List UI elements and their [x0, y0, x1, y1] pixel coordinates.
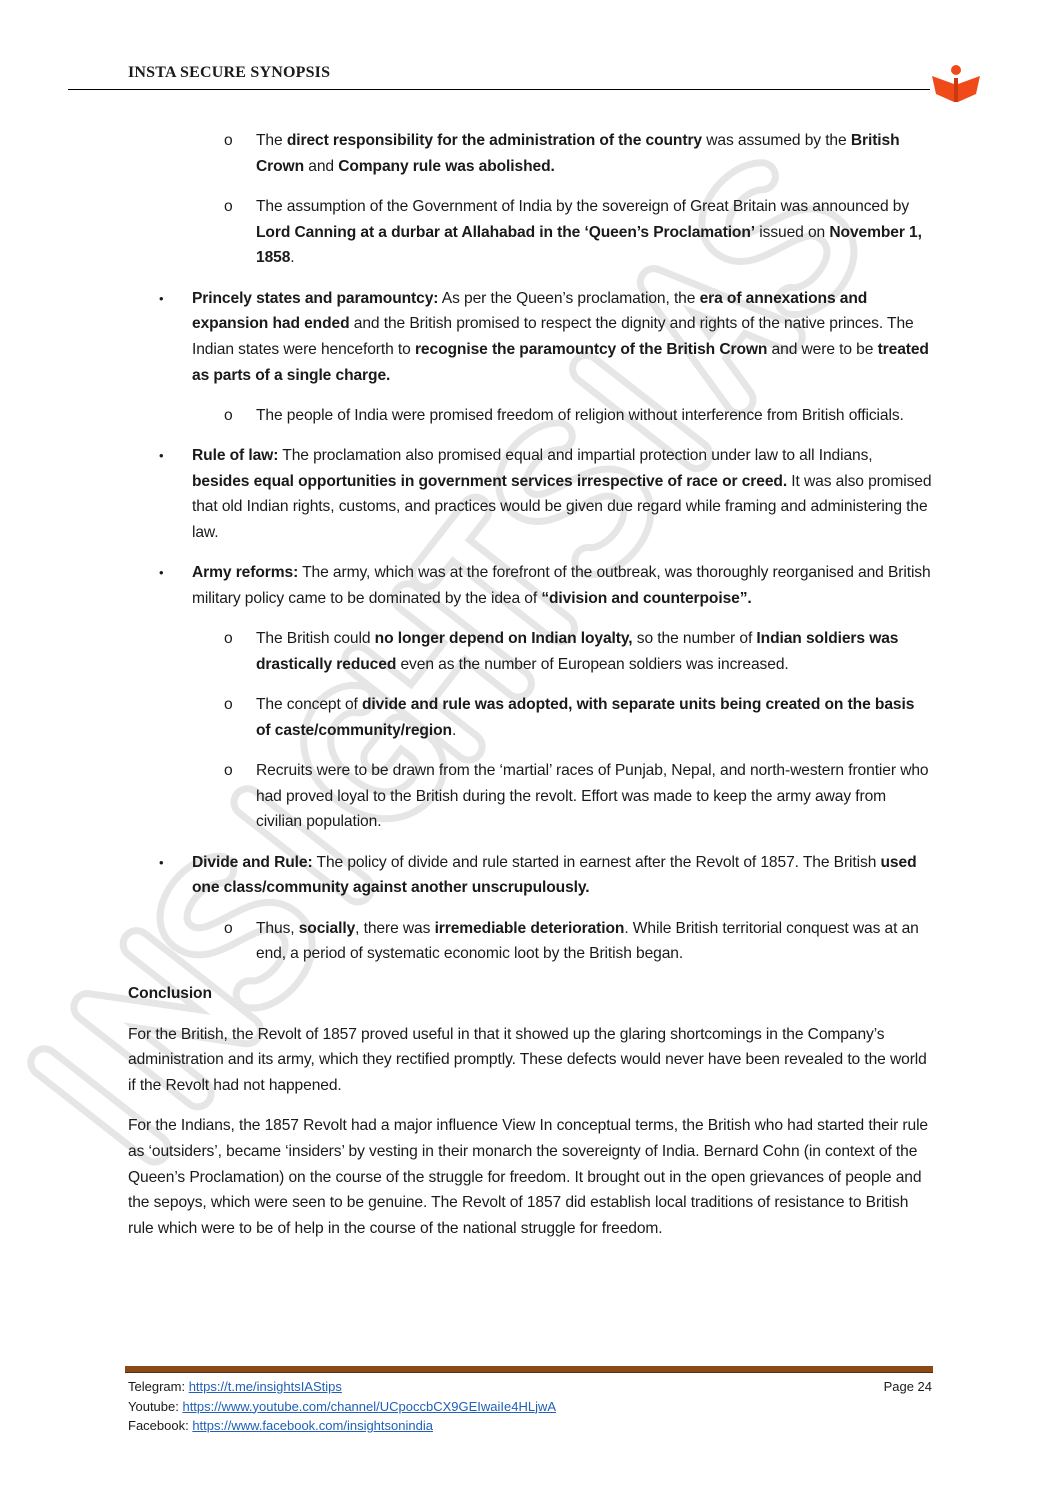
- header-title: INSTA SECURE SYNOPSIS: [128, 64, 331, 81]
- bold-text: Conclusion: [128, 985, 212, 1003]
- footer-divider: [125, 1366, 933, 1373]
- text: The: [256, 132, 287, 149]
- bullet-icon: •: [159, 565, 164, 581]
- text: issued on: [755, 223, 830, 241]
- text: Thus,: [256, 919, 299, 937]
- text: even as the number of European soldiers was increased.: [396, 655, 789, 673]
- text: , there was: [355, 919, 435, 937]
- bold-text: Princely states and paramountcy:: [192, 289, 439, 307]
- bold-text: irremediable deterioration: [434, 919, 625, 937]
- bold-text: British Crown: [256, 132, 900, 175]
- text: was assumed by the: [702, 132, 851, 149]
- bold-text: no longer depend on Indian loyalty,: [374, 630, 633, 648]
- youtube-label: Youtube:: [128, 1398, 183, 1414]
- sub-bullet-icon: o: [224, 132, 233, 149]
- bold-text: Divide and Rule:: [192, 853, 313, 871]
- bullet-item: [128, 850, 933, 901]
- bullet-item: [128, 443, 933, 546]
- sub-bullet-item: [128, 403, 933, 429]
- bold-text: Rule of law:: [192, 447, 279, 465]
- sub-bullet-item: [128, 692, 933, 743]
- text: For the British, the Revolt of 1857 proved useful in that it showed up the glaring shortcomings in the Company’s administration and its army, which they rectified promptly. These defects would never have been revealed to the world if the Revolt had not happened.: [128, 1025, 927, 1095]
- bullet-icon: •: [159, 448, 164, 464]
- telegram-label: Telegram:: [128, 1379, 189, 1394]
- bold-text: Indian soldiers was drastically reduced: [256, 630, 899, 673]
- bold-text: era of annexations and expansion had ended: [192, 289, 868, 333]
- text: . While British territorial conquest was at an end, a period of systematic economic loot by the British began.: [256, 919, 919, 963]
- bold-text: direct responsibility for the administration of the country: [286, 132, 702, 149]
- telegram-link[interactable]: https://t.me/insightsIAStips: [188, 1379, 342, 1394]
- bold-text: November 1, 1858: [256, 223, 922, 267]
- bullet-item: [128, 560, 933, 611]
- text: and: [304, 157, 339, 175]
- bold-text: divide and rule was adopted, with separate units being created on the basis of caste/community/region: [256, 696, 915, 739]
- paragraph: [128, 981, 933, 1007]
- sub-bullet-item: [128, 626, 933, 677]
- text: The army, which was at the forefront of the outbreak, was thoroughly reorganised and British military policy came to be dominated by the idea of: [192, 564, 931, 608]
- sub-bullet-item: [128, 128, 933, 179]
- bold-text: “division and counterpoise”.: [541, 590, 752, 608]
- sub-bullet-icon: o: [224, 630, 233, 648]
- text: The policy of divide and rule started in earnest after the Revolt of 1857. The British: [312, 853, 881, 871]
- sub-bullet-icon: o: [224, 696, 233, 714]
- text: so the number of: [632, 630, 757, 648]
- facebook-label: Facebook:: [128, 1418, 193, 1433]
- page-number: Page 24: [883, 1379, 932, 1394]
- text: and were to be: [767, 340, 878, 358]
- footer: [128, 1377, 932, 1496]
- paragraph: [128, 1113, 933, 1242]
- text: and the British promised to respect the dignity and rights of the native princes. The Indian states were henceforth to: [192, 315, 914, 358]
- sub-bullet-icon: o: [224, 406, 233, 424]
- facebook-link[interactable]: https://www.facebook.com/insightsonindia: [192, 1418, 433, 1433]
- sub-bullet-icon: o: [224, 197, 233, 215]
- bold-text: treated as parts of a single charge.: [192, 340, 929, 384]
- sub-bullet-item: [128, 194, 933, 271]
- text: Recruits were to be drawn from the ‘martial’ races of Punjab, Nepal, and north-western frontier who had proved loyal to the British during the revolt. Effort was made to keep the army away from civilian population.: [256, 762, 929, 831]
- youtube-link[interactable]: https://www.youtube.com/channel/UCpoccbCX9GEIwaiIe4HLjwA: [182, 1398, 557, 1414]
- text: It was also promised that old Indian rights, customs, and practices would be given due regard while framing and administering the law.: [192, 472, 932, 542]
- sub-bullet-item: [128, 758, 933, 835]
- text: The assumption of the Government of India by the sovereign of Great Britain was announced by: [256, 197, 910, 215]
- text: As per the Queen’s proclamation, the: [438, 289, 700, 307]
- paragraph: [128, 1022, 933, 1099]
- bullet-item: [128, 286, 933, 389]
- bold-text: Lord Canning at a durbar at Allahabad in the ‘Queen’s Proclamation’: [256, 223, 756, 241]
- sub-bullet-item: [128, 916, 933, 967]
- text: The people of India were promised freedom of religion without interference from British officials.: [256, 406, 904, 424]
- text: The proclamation also promised equal and impartial protection under law to all Indians,: [278, 447, 873, 465]
- text: For the Indians, the 1857 Revolt had a major influence View In conceptual terms, the British who had started their rule as ‘outsiders’, became ‘insiders’ by vesting in their monarch the sovereignty of India. Bernard Cohn (in context of the Queen’s Proclamation) on the course of the struggle for freedom. It brought out in the open grievances of people and the sepoys, which were seen to be genuine. The Revolt of 1857 did establish local traditions of resistance to British rule which were to be of help in the course of the national struggle for freedom.: [128, 1117, 929, 1238]
- bold-text: socially: [298, 919, 356, 937]
- text: .: [451, 721, 457, 739]
- bullet-icon: •: [159, 854, 164, 870]
- bold-text: besides equal opportunities in government services irrespective of race or creed.: [192, 472, 788, 490]
- sub-bullet-icon: o: [224, 919, 233, 937]
- bullet-icon: •: [159, 290, 164, 306]
- bold-text: recognise the paramountcy of the British Crown: [414, 340, 768, 358]
- bold-text: used one class/community against another unscrupulously.: [192, 853, 917, 897]
- bold-text: Army reforms:: [192, 564, 299, 582]
- sub-bullet-icon: o: [224, 762, 233, 780]
- bold-text: Company rule was abolished.: [338, 157, 555, 175]
- text: The concept of: [256, 696, 362, 714]
- text: .: [290, 249, 295, 267]
- text: The British could: [256, 630, 375, 648]
- document-body: [128, 128, 933, 1366]
